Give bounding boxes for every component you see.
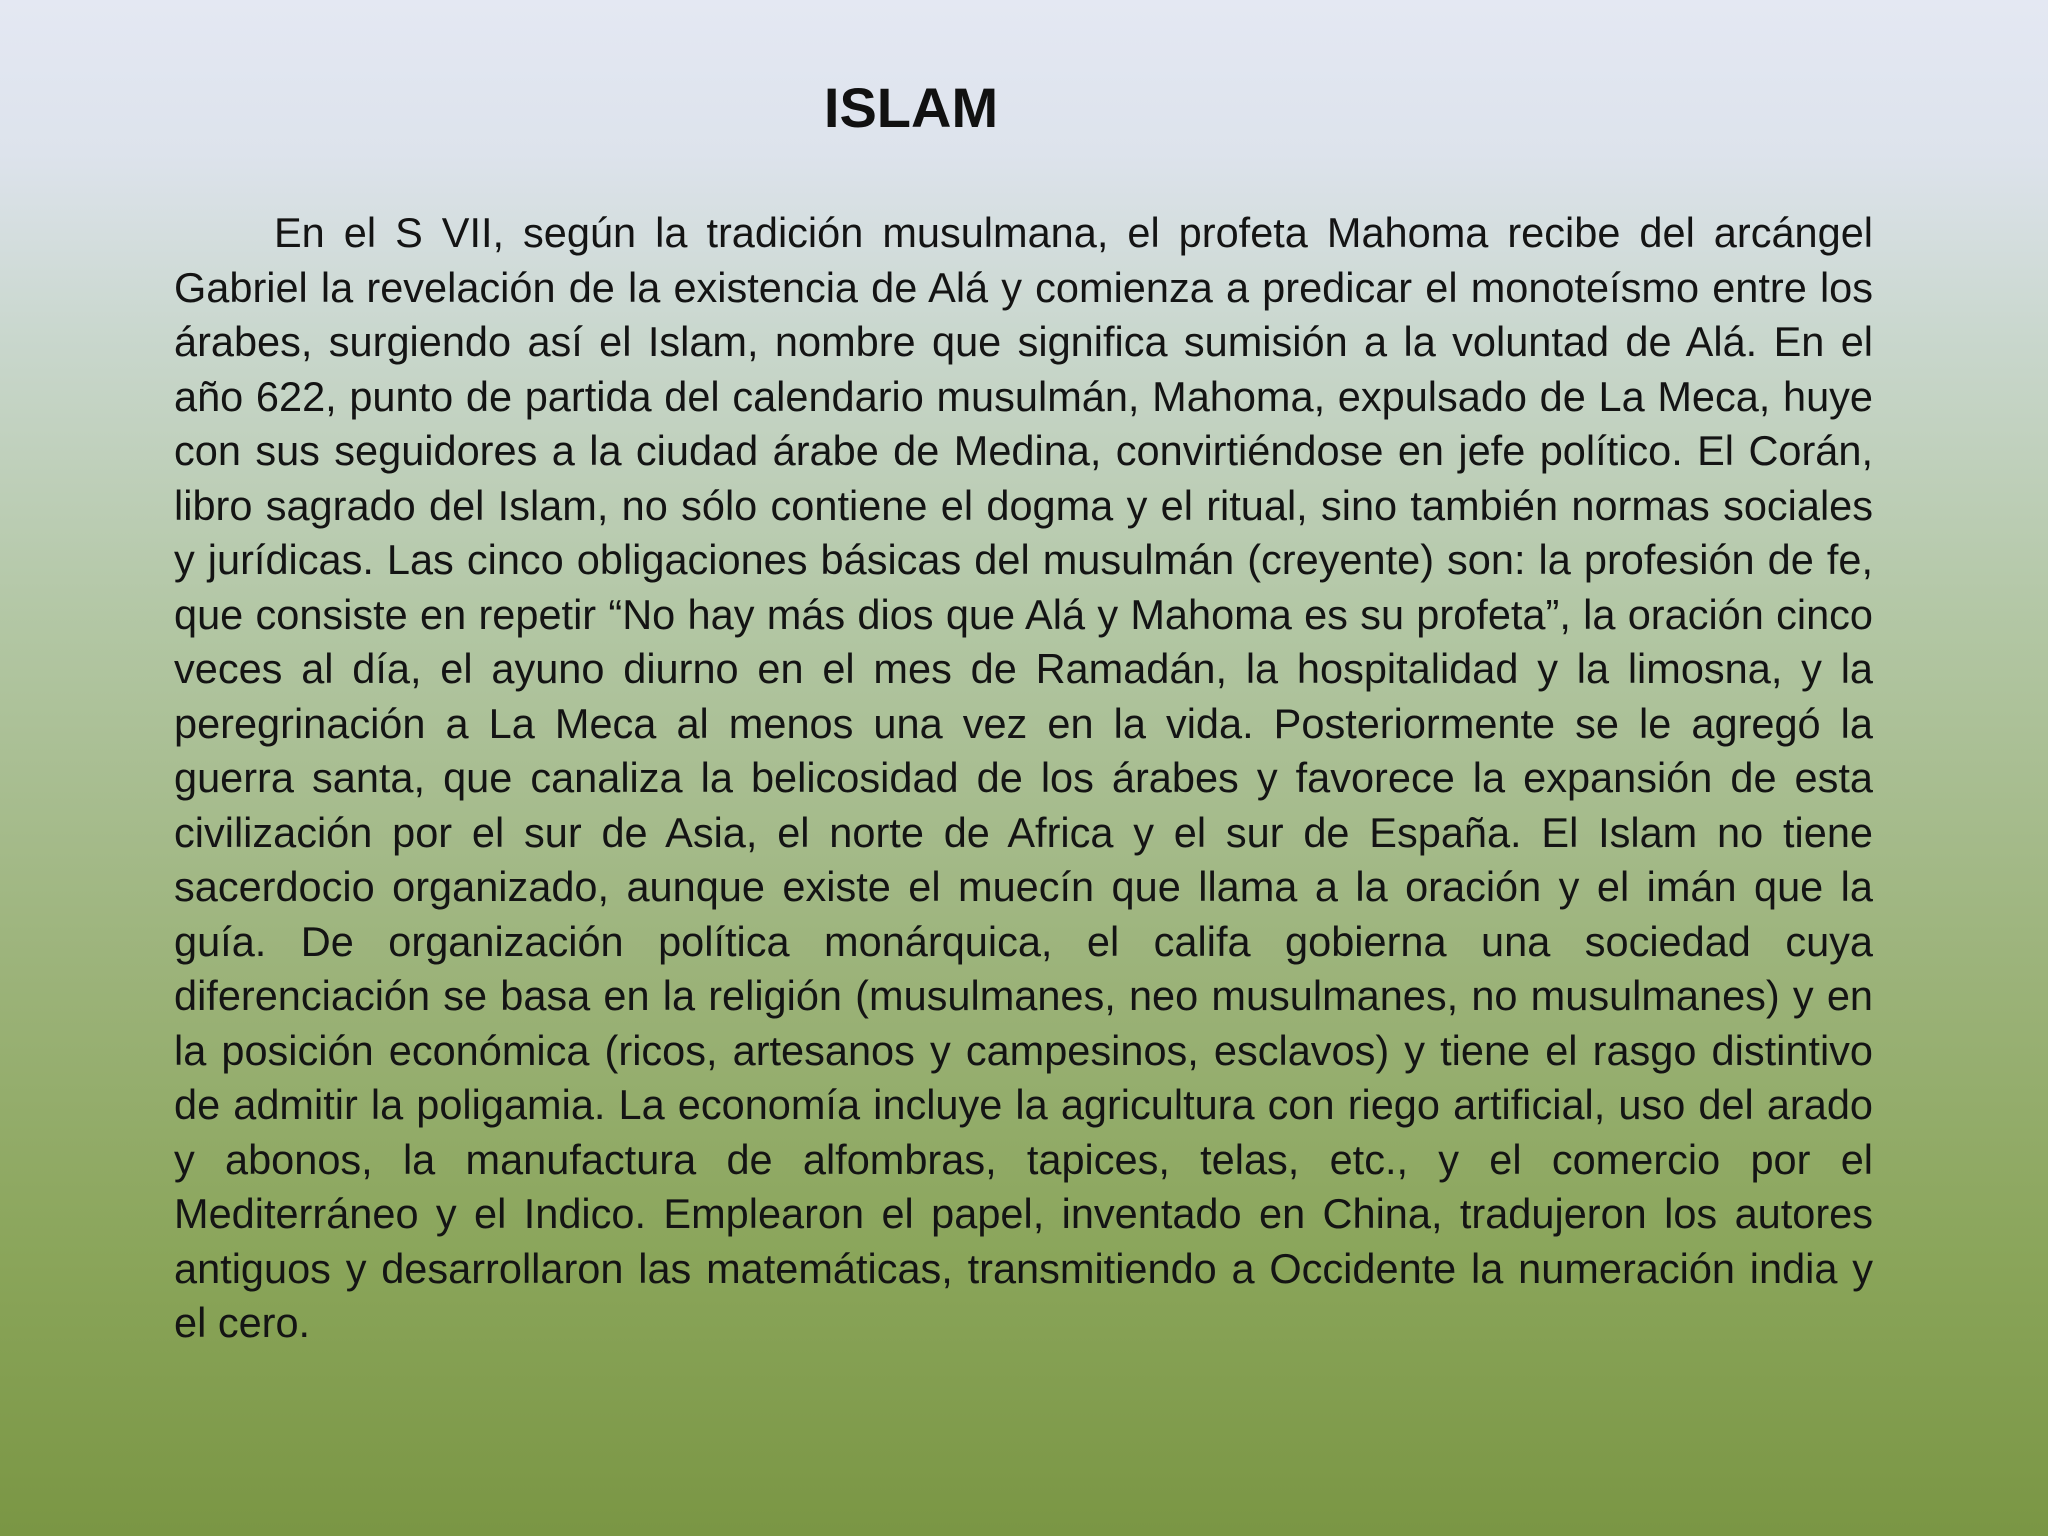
slide-body-paragraph: En el S VII, según la tradición musulmana, el profeta Mahoma recibe del arcángel Gabriel la revelación de la existencia de Alá y comienza a predicar el monoteísmo entre los árabes, surgiendo así el Islam, nombre que significa sumisión a la voluntad de Alá. En el año 622, punto de partida del calendario musulmán, Mahoma, expulsado de La Meca, huye con sus seguidores a la ciudad árabe de Medina, convirtiéndose en jefe político. El Corán, libro sagrado del Islam, no sólo contiene el dogma y el ritual, sino también normas sociales y jurídicas. Las cinco obligaciones básicas del musulmán (creyente) son: la profesión de fe, que consiste en repetir “No hay más dios que Alá y Mahoma es su profeta”, la oración cinco veces al día, el ayuno diurno en el mes de Ramadán, la hospitalidad y la limosna, y la peregrinación a La Meca al menos una vez en la vida. Posteriormente se le agregó la guerra santa, que canaliza la belicosidad de los árabes y favorece la expansión de esta civilización por el sur de Asia, el norte de Africa y el sur de España. El Islam no tiene sacerdocio organizado, aunque existe el muecín que llama a la oración y el imán que la guía. De organización política monárquica, el califa gobierna una sociedad cuya diferenciación se basa en la religión (musulmanes, neo musulmanes, no musulmanes) y en la posición económica (ricos, artesanos y campesinos, esclavos) y tiene el rasgo distintivo de admitir la poligamia. La economía incluye la agricultura con riego artificial, uso del arado y abonos, la manufactura de alfombras, tapices, telas, etc., y el comercio por el Mediterráneo y el Indico. Emplearon el papel, inventado en China, tradujeron los autores antiguos y desarrollaron las matemáticas, transmitiendo a Occidente la numeración india y el cero. [174, 209, 1873, 1346]
slide-title: ISLAM [823, 76, 999, 139]
